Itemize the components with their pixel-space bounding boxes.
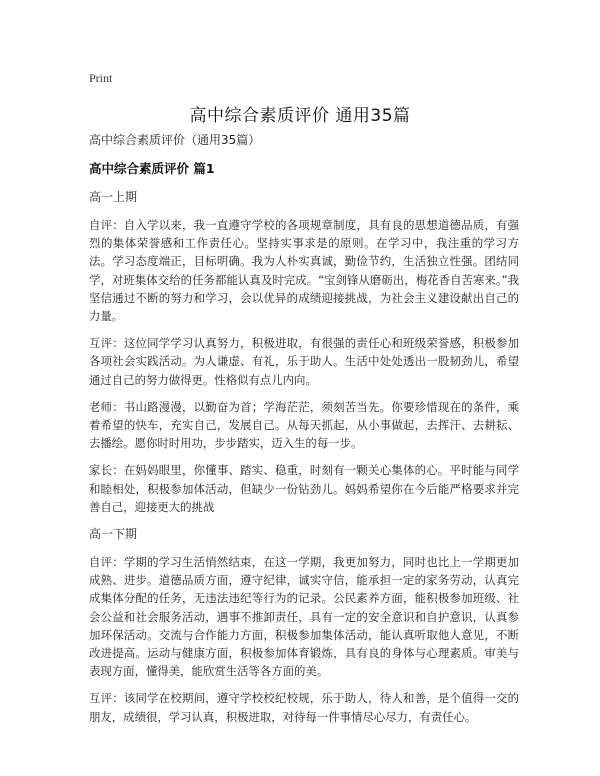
page-title: 高中综合素质评价 通用35篇 xyxy=(189,106,411,126)
teacher-evaluation-paragraph: 老师：书山路漫漫，以勤奋为首；学海茫茫，须刻苦当先。你要珍惜现在的条件，乘着希望的快车，充实自己，发展自己。从每天抓起，从小事做起，去挥汗、去耕耘、去播绘。愿你时时用功，步步踏实，迈入生的每一步。 xyxy=(89,399,519,451)
print-label: Print xyxy=(89,71,113,85)
self-evaluation-paragraph: 自评：学期的学习生活悄然结束，在这一学期，我更加努力，同时也比上一学期更加成熟、进步。道德品质方面，遵守纪律，诚实守信，能承担一定的家务劳动，认真完成集体分配的任务，无违法违纪等行为的记录。公民素养方面，能积极参加班级、社会公益和社会服务活动，遇事不推卸责任，具有一定的安全意识和自护意识，认真参加环保活动。交流与合作能力方面，积极参加集体活动，能认真听取他人意见，不断改进提高。运动与健康方面，积极参加体育锻炼，具有良的身体与心理素质。审美与表现方面，懂得美，能欣赏生活等各方面的美。 xyxy=(89,555,519,679)
term-heading-1: 高一上期 xyxy=(89,190,138,204)
document-body xyxy=(89,131,519,735)
term-heading-2: 高一下期 xyxy=(89,527,138,542)
peer-evaluation-paragraph: 互评：该同学在校期间，遵守学校校纪校规，乐于助人，待人和善，是个值得一交的朋友，成绩很，学习认真，积极进取，对待每一件事情尽心尽力，有责任心。 xyxy=(89,691,519,724)
peer-evaluation-paragraph: 互评：这位同学学习认真努力，积极进取，有很强的责任心和班级荣誉感，积极参加各项社会实践活动。为人谦虚、有礼，乐于助人。生活中处处透出一股韧劲儿，希望通过自己的努力做得更。性格似有点儿内向。 xyxy=(89,336,519,387)
self-evaluation-paragraph: 自评：自入学以来，我一直遵守学校的各项规章制度，具有良的思想道德品质，有强烈的集体荣誉感和工作责任心。坚持实事求是的原则。在学习中，我注重的学习方法。学习态度端正，目标明确。我为人朴实真诚，勤俭节约，生活独立性强。团结同学，对班集体交给的任务都能认真及时完成。“宝剑锋从磨砺出，梅花香自苦寒来。”我坚信通过不断的努力和学习，会以优异的成绩迎接挑战，为社会主义建设献出自己的力量。 xyxy=(89,218,519,324)
section-heading: 高中综合素质评价 篇1 xyxy=(89,161,215,176)
parent-evaluation-paragraph: 家长：在妈妈眼里，你懂事、踏实、稳重，时刻有一颗关心集体的心。平时能与同学和睦相处，积极参加体活动，但缺少一份钻劲儿。妈妈希望你在今后能严格要求并完善自己，迎接更大的挑战 xyxy=(89,463,519,514)
document-subtitle: 高中综合素质评价（通用35篇） xyxy=(89,133,261,147)
